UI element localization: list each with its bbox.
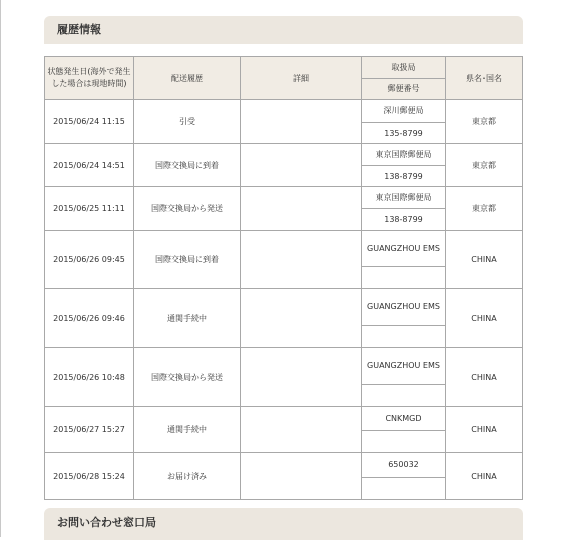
cell-region: CHINA — [446, 453, 523, 500]
cell-postal: 138-8799 — [362, 166, 446, 187]
header-status: 配送履歴 — [134, 57, 241, 100]
history-section-title: 履歴情報 — [57, 23, 101, 36]
cell-region: CHINA — [446, 407, 523, 453]
cell-office: 東京国際郵便局 — [362, 187, 446, 209]
cell-region: 東京都 — [446, 144, 523, 187]
cell-status: 国際交換局から発送 — [134, 348, 241, 407]
cell-postal: 138-8799 — [362, 209, 446, 231]
cell-office: GUANGZHOU EMS — [362, 348, 446, 385]
cell-detail — [241, 231, 362, 289]
cell-office: GUANGZHOU EMS — [362, 231, 446, 267]
history-row — [45, 231, 523, 267]
cell-status: 国際交換局に到着 — [134, 144, 241, 187]
cell-detail — [241, 453, 362, 500]
header-detail: 詳細 — [241, 57, 362, 100]
cell-status: 引受 — [134, 100, 241, 144]
cell-postal — [362, 478, 446, 500]
cell-region: 東京都 — [446, 100, 523, 144]
cell-office: GUANGZHOU EMS — [362, 289, 446, 326]
cell-detail — [241, 289, 362, 348]
cell-office: 東京国際郵便局 — [362, 144, 446, 166]
cell-postal — [362, 385, 446, 407]
cell-date: 2015/06/28 15:24 — [45, 453, 134, 500]
history-row — [45, 289, 523, 326]
header-postal: 郵便番号 — [362, 78, 446, 100]
cell-status: 国際交換局から発送 — [134, 187, 241, 231]
cell-status: お届け済み — [134, 453, 241, 500]
history-section-header — [44, 16, 523, 44]
cell-detail — [241, 187, 362, 231]
history-row — [45, 453, 523, 478]
cell-office: 深川郵便局 — [362, 100, 446, 123]
history-row — [45, 348, 523, 385]
cell-detail — [241, 100, 362, 144]
cell-postal: 135-8799 — [362, 123, 446, 144]
cell-date: 2015/06/26 10:48 — [45, 348, 134, 407]
cell-postal — [362, 326, 446, 348]
cell-date: 2015/06/26 09:46 — [45, 289, 134, 348]
cell-region: CHINA — [446, 231, 523, 289]
history-row — [45, 407, 523, 431]
cell-detail — [241, 407, 362, 453]
cell-status: 通関手続中 — [134, 289, 241, 348]
cell-office: CNKMGD — [362, 407, 446, 431]
contact-section-title: お問い合わせ窓口局 — [57, 516, 156, 529]
history-row — [45, 144, 523, 166]
history-row — [45, 100, 523, 123]
cell-postal — [362, 267, 446, 289]
window-left-border — [0, 0, 1, 537]
history-row — [45, 187, 523, 209]
cell-office: 650032 — [362, 453, 446, 478]
cell-date: 2015/06/24 14:51 — [45, 144, 134, 187]
cell-status: 国際交換局に到着 — [134, 231, 241, 289]
header-office: 取扱局 — [362, 57, 446, 79]
cell-region: 東京都 — [446, 187, 523, 231]
cell-date: 2015/06/25 11:11 — [45, 187, 134, 231]
cell-region: CHINA — [446, 348, 523, 407]
cell-region: CHINA — [446, 289, 523, 348]
cell-detail — [241, 144, 362, 187]
cell-date: 2015/06/27 15:27 — [45, 407, 134, 453]
header-region: 県名･国名 — [446, 57, 523, 100]
contact-section-header — [44, 508, 523, 540]
cell-detail — [241, 348, 362, 407]
cell-status: 通関手続中 — [134, 407, 241, 453]
header-date: 状態発生日(海外で発生した場合は現地時間) — [45, 57, 134, 100]
tracking-history-table — [44, 56, 523, 500]
cell-postal — [362, 431, 446, 453]
cell-date: 2015/06/26 09:45 — [45, 231, 134, 289]
cell-date: 2015/06/24 11:15 — [45, 100, 134, 144]
